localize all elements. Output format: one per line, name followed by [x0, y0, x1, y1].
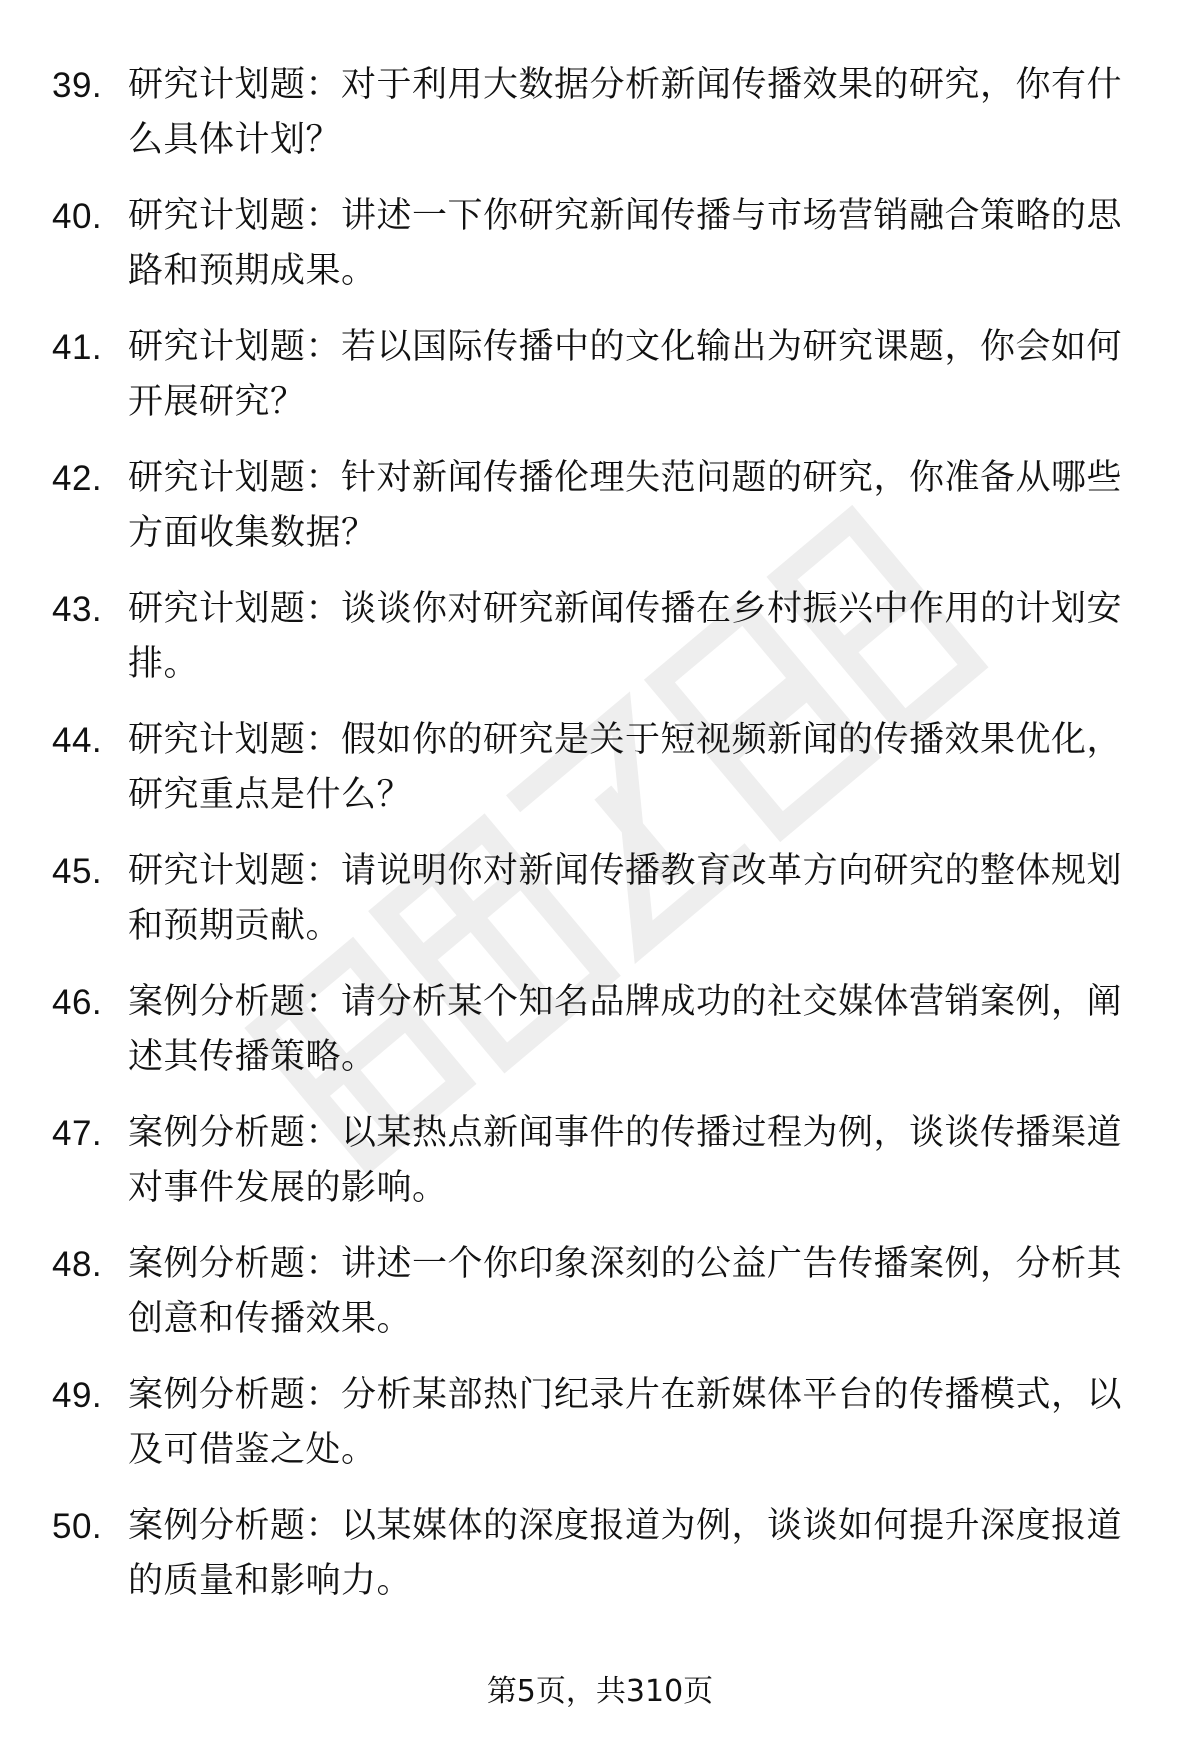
list-item [52, 713, 1132, 823]
question-number: 44. [52, 721, 103, 760]
list-item [52, 1106, 1132, 1216]
question-list [52, 58, 1132, 1630]
question-number: 42. [52, 459, 103, 498]
question-text: 研究计划题：请说明你对新闻传播教育改革方向研究的整体规划和预期贡献。 [128, 851, 1123, 946]
list-item [52, 582, 1132, 692]
question-text: 案例分析题：以某热点新闻事件的传播过程为例，谈谈传播渠道对事件发展的影响。 [128, 1113, 1123, 1208]
page-footer: 第5页，共310页 [486, 1674, 714, 1709]
list-item [52, 451, 1132, 561]
question-number: 41. [52, 328, 103, 367]
question-text: 案例分析题：分析某部热门纪录片在新媒体平台的传播模式，以及可借鉴之处。 [128, 1375, 1123, 1470]
question-number: 50. [52, 1507, 103, 1546]
question-number: 47. [52, 1114, 103, 1153]
list-item [52, 189, 1132, 299]
question-text: 研究计划题：谈谈你对研究新闻传播在乡村振兴中作用的计划安排。 [128, 589, 1123, 684]
list-item [52, 1368, 1132, 1478]
question-number: 45. [52, 852, 103, 891]
question-number: 46. [52, 983, 103, 1022]
list-item [52, 844, 1132, 954]
question-text: 案例分析题：以某媒体的深度报道为例，谈谈如何提升深度报道的质量和影响力。 [128, 1506, 1123, 1601]
question-number: 39. [52, 66, 103, 105]
list-item [52, 1499, 1132, 1609]
question-text: 研究计划题：假如你的研究是关于短视频新闻的传播效果优化，研究重点是什么？ [128, 720, 1123, 815]
question-text: 案例分析题：讲述一个你印象深刻的公益广告传播案例，分析其创意和传播效果。 [128, 1244, 1123, 1339]
list-item [52, 58, 1132, 168]
question-number: 49. [52, 1376, 103, 1415]
question-text: 研究计划题：针对新闻传播伦理失范问题的研究，你准备从哪些方面收集数据？ [128, 458, 1123, 553]
question-text: 研究计划题：讲述一下你研究新闻传播与市场营销融合策略的思路和预期成果。 [128, 196, 1123, 291]
list-item [52, 1237, 1132, 1347]
question-text: 案例分析题：请分析某个知名品牌成功的社交媒体营销案例，阐述其传播策略。 [128, 982, 1123, 1077]
question-number: 43. [52, 590, 103, 629]
question-number: 48. [52, 1245, 103, 1284]
question-number: 40. [52, 197, 103, 236]
list-item [52, 975, 1132, 1085]
question-text: 研究计划题：对于利用大数据分析新闻传播效果的研究，你有什么具体计划？ [128, 65, 1123, 160]
list-item [52, 320, 1132, 430]
question-text: 研究计划题：若以国际传播中的文化输出为研究课题，你会如何开展研究？ [128, 327, 1123, 422]
